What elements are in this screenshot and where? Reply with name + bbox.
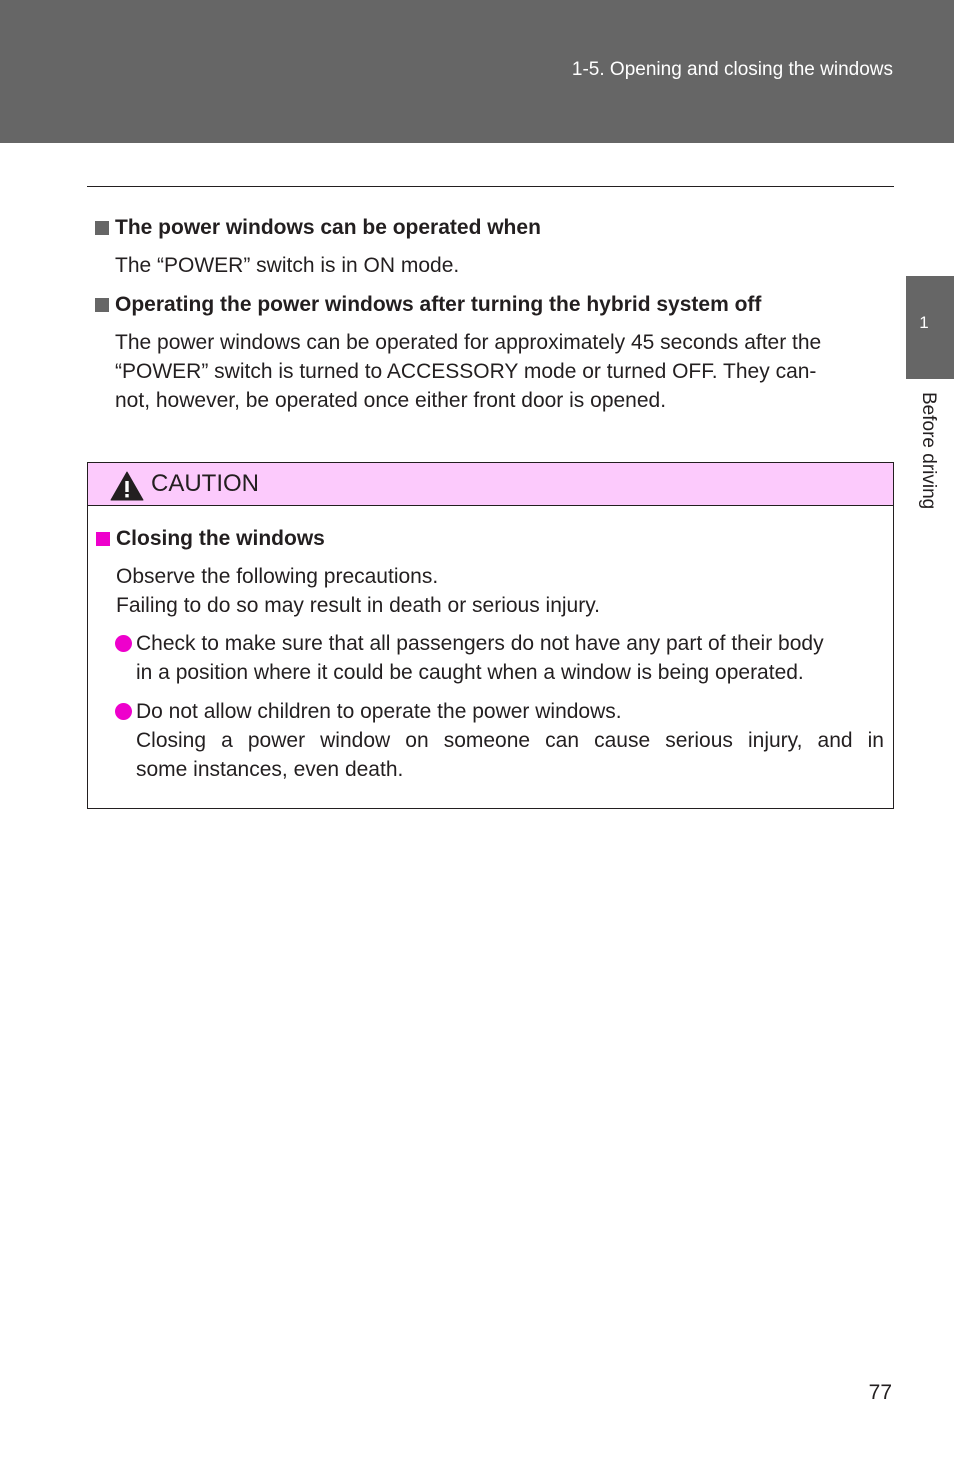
- info-paragraph: [115, 328, 885, 415]
- caution-bullet-line: Check to make sure that all passengers do not have any part of their body: [136, 632, 824, 655]
- caution-bullet: [115, 629, 886, 687]
- caution-content: [96, 524, 886, 784]
- square-bullet-icon: [96, 532, 110, 546]
- info-heading: [95, 290, 885, 319]
- info-item-after-off: [95, 290, 885, 415]
- info-item-operable: [95, 213, 885, 280]
- caution-intro-line: Failing to do so may result in death or serious injury.: [116, 594, 601, 617]
- caution-intro: [116, 562, 886, 620]
- caution-bullet-text: [136, 629, 884, 687]
- caution-heading: [96, 524, 886, 553]
- header-rule: [87, 186, 894, 187]
- info-heading-text: Operating the power windows after turning the hybrid system off: [115, 293, 762, 316]
- caution-bullet-line: Closing a power window on someone can cause serious injury, and in: [136, 729, 884, 752]
- page-number: 77: [868, 1381, 892, 1404]
- chapter-number: 1: [919, 313, 929, 332]
- caution-intro-line: Observe the following precautions.: [116, 565, 439, 588]
- info-heading: [95, 213, 885, 242]
- warning-triangle-icon: [110, 471, 144, 501]
- info-line: The power windows can be operated for approximately 45 seconds after the: [115, 331, 822, 354]
- caution-header: [88, 463, 893, 506]
- caution-heading-text: Closing the windows: [116, 527, 325, 550]
- square-bullet-icon: [95, 298, 109, 312]
- section-title: 1-5. Opening and closing the windows: [571, 59, 893, 80]
- caution-bullet-line: some instances, even death.: [136, 758, 404, 781]
- chapter-tab: [906, 276, 954, 379]
- caution-bullet-line: Do not allow children to operate the power windows.: [136, 700, 622, 723]
- caution-bullet-text: [136, 697, 884, 784]
- caution-bullet: [115, 697, 886, 784]
- caution-label: CAUTION: [151, 470, 259, 497]
- caution-box: [87, 462, 894, 809]
- circle-bullet-icon: [115, 635, 132, 652]
- caution-bullet-line: in a position where it could be caught when a window is being operated.: [136, 661, 804, 684]
- info-line: not, however, be operated once either front door is opened.: [115, 389, 667, 412]
- chapter-label: Before driving: [918, 392, 939, 510]
- header-bar: [0, 0, 954, 143]
- info-text: The “POWER” switch is in ON mode.: [115, 254, 460, 277]
- square-bullet-icon: [95, 221, 109, 235]
- circle-bullet-icon: [115, 703, 132, 720]
- info-line: “POWER” switch is turned to ACCESSORY mode or turned OFF. They can-: [115, 360, 817, 383]
- info-heading-text: The power windows can be operated when: [115, 216, 541, 239]
